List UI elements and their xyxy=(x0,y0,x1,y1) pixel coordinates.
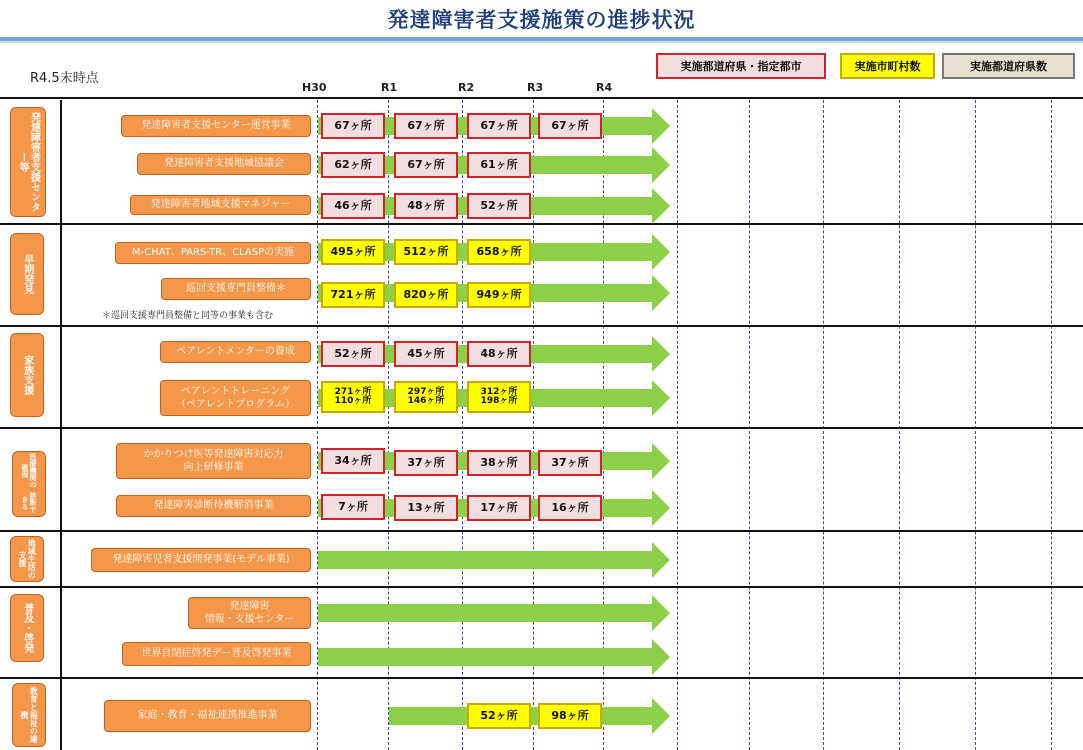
item-autism-day: 世界自閉症啓発デー普及啓発事業 xyxy=(122,642,311,666)
legend-municipality: 実施市町村数 xyxy=(840,53,935,79)
grid-line xyxy=(823,100,824,750)
value-box: 67ヶ所 xyxy=(467,113,531,139)
section-divider xyxy=(0,530,1083,532)
year-r2: R2 xyxy=(458,81,475,94)
section-divider xyxy=(0,325,1083,327)
value-box: 495ヶ所 xyxy=(321,239,385,265)
category-medical-line-a: 医療機関の確保 xyxy=(21,453,38,489)
legend-prefecture-count: 実施都道府県数 xyxy=(942,53,1075,79)
item-waiting-list: 発達障害診断待機解消事業 xyxy=(116,495,311,517)
value-box: 98ヶ所 xyxy=(538,703,602,729)
value-box: 61ヶ所 xyxy=(467,152,531,178)
value-box: 52ヶ所 xyxy=(467,193,531,219)
category-family-support: 家族支援 xyxy=(10,333,44,417)
value-box: 48ヶ所 xyxy=(467,341,531,367)
category-column-divider xyxy=(60,100,62,750)
category-medical xyxy=(12,451,46,517)
section-divider xyxy=(0,677,1083,679)
value-box: 52ヶ所 xyxy=(321,341,385,367)
item-regional-council: 発達障害者支援地域協議会 xyxy=(137,153,311,175)
value-box: 37ヶ所 xyxy=(394,450,458,476)
grid-line xyxy=(975,100,976,750)
item-parent-training: ペアレントトレーニング （ペアレントプログラム） xyxy=(160,380,311,416)
item-parent-mentor: ペアレントメンターの養成 xyxy=(160,341,311,363)
value-box: 62ヶ所 xyxy=(321,152,385,178)
category-early-detection: 早期発見 xyxy=(10,233,44,315)
value-box: 67ヶ所 xyxy=(321,113,385,139)
value-box: 34ヶ所 xyxy=(321,448,385,474)
item-itinerant-support: 巡回支援専門員整備＊ xyxy=(161,278,311,300)
year-h30: H30 xyxy=(302,81,327,94)
item-regional-manager: 発達障害者地域支援マネジャー xyxy=(130,195,311,215)
value-box: 7ヶ所 xyxy=(321,494,385,520)
grid-line xyxy=(1051,100,1052,750)
value-box: 271ヶ所 110ヶ所 xyxy=(321,381,385,413)
item-family-education-welfare: 家庭・教育・福祉連携推進事業 xyxy=(104,700,311,732)
progress-arrow xyxy=(318,542,670,578)
value-box: 312ヶ所 198ヶ所 xyxy=(467,381,531,413)
category-medical-line-b: 診断できる xyxy=(21,492,38,514)
value-box: 820ヶ所 xyxy=(394,282,458,308)
value-box: 38ヶ所 xyxy=(467,450,531,476)
value-box: 949ヶ所 xyxy=(467,282,531,308)
grid-line xyxy=(677,100,678,750)
value-box: 67ヶ所 xyxy=(538,113,602,139)
year-r1: R1 xyxy=(381,81,398,94)
category-awareness: 普及・啓発 xyxy=(10,594,44,662)
item-gp-training: かかりつけ医等発達障害対応力 向上研修事業 xyxy=(116,443,311,479)
value-box: 46ヶ所 xyxy=(321,193,385,219)
section-divider xyxy=(0,586,1083,588)
category-education-welfare: 教育と福祉の連携 xyxy=(12,683,46,747)
item-model-project: 発達障害児者支援開発事業(モデル事業) xyxy=(91,548,311,572)
as-of-date: R4.5末時点 xyxy=(30,71,99,86)
value-box: 13ヶ所 xyxy=(394,495,458,521)
footnote: ＊巡回支援専門員整備と同等の事業も含む xyxy=(102,311,274,321)
legend-prefecture: 実施都道府県・指定都市 xyxy=(656,53,826,79)
value-box: 52ヶ所 xyxy=(467,703,531,729)
value-box: 16ヶ所 xyxy=(538,495,602,521)
section-divider xyxy=(0,97,1083,99)
category-support-center: 発達障害者支援センター等 xyxy=(10,107,46,217)
value-box: 37ヶ所 xyxy=(538,450,602,476)
title-underline-light xyxy=(0,41,1083,43)
item-mchat: M-CHAT、PARS-TR、CLASPの実施 xyxy=(115,242,311,264)
value-box: 48ヶ所 xyxy=(394,193,458,219)
value-box: 658ヶ所 xyxy=(467,239,531,265)
year-r3: R3 xyxy=(527,81,544,94)
page-title: 発達障害者支援施策の進捗状況 xyxy=(387,8,696,32)
item-info-center: 発達障害 情報・支援センター xyxy=(188,597,311,629)
value-box: 67ヶ所 xyxy=(394,152,458,178)
item-support-center-operation: 発達障害者支援センター運営事業 xyxy=(121,115,311,137)
section-divider xyxy=(0,427,1083,429)
value-box: 45ヶ所 xyxy=(394,341,458,367)
progress-arrow xyxy=(318,595,670,631)
year-r4: R4 xyxy=(596,81,613,94)
grid-line xyxy=(749,100,750,750)
value-box: 721ヶ所 xyxy=(321,282,385,308)
progress-arrow xyxy=(318,639,670,675)
category-community-life: 地域生活の支援 xyxy=(10,536,44,582)
grid-line xyxy=(899,100,900,750)
value-box: 297ヶ所 146ヶ所 xyxy=(394,381,458,413)
value-box: 67ヶ所 xyxy=(394,113,458,139)
value-box: 512ヶ所 xyxy=(394,239,458,265)
value-box: 17ヶ所 xyxy=(467,495,531,521)
